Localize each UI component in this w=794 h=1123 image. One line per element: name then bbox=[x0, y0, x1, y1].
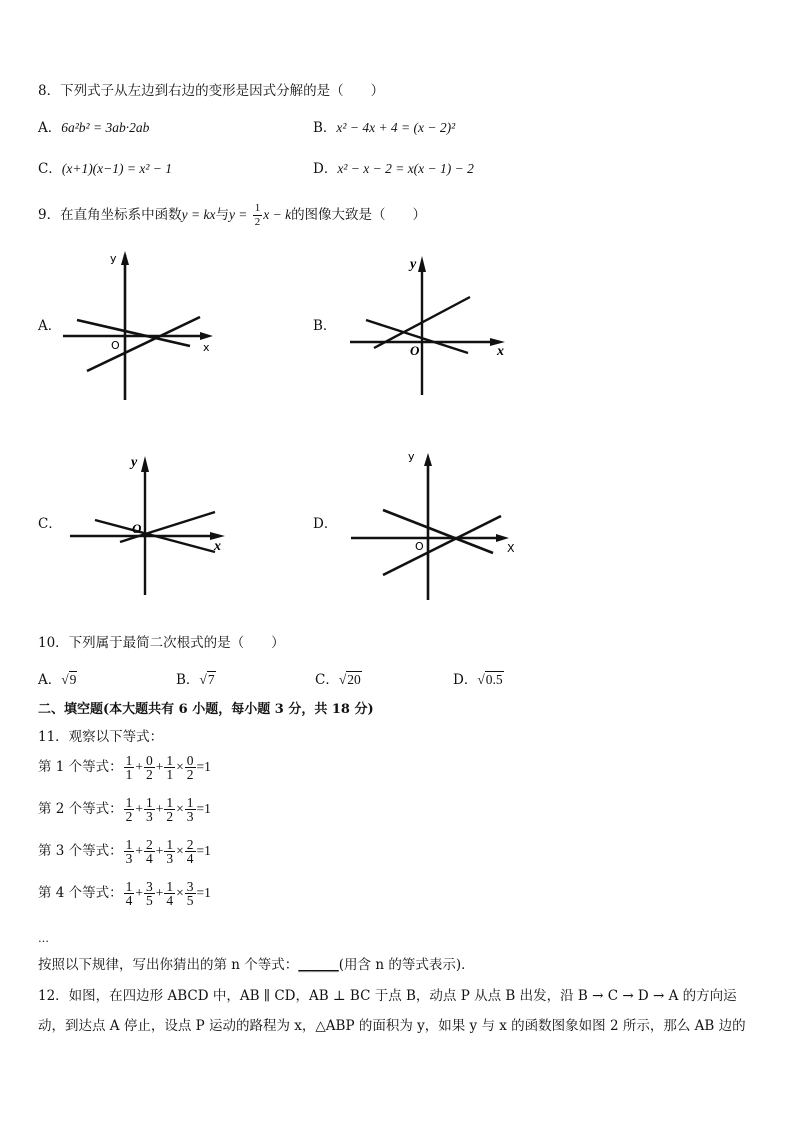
q9-option-d-label: D． bbox=[313, 516, 338, 532]
q10-b-radicand: 7 bbox=[207, 672, 215, 687]
q8-option-a bbox=[38, 119, 149, 137]
q9-mid: 与 bbox=[215, 207, 229, 223]
q11-equation-1: 第 1 个等式： $\frac{1}{1}$ + $\frac{0}{2}$ + $\frac{1}{1}$ × $\frac{0}{2}$ =1 bbox=[38, 753, 211, 782]
q9-option-c-label: C． bbox=[38, 516, 62, 532]
q11-frac-c: $\frac{1}{3}$ bbox=[166, 837, 174, 866]
q10-stem: 10．下列属于最简二次根式的是（ ） bbox=[38, 635, 285, 651]
q9-option-b-label: B． bbox=[313, 318, 337, 334]
section-2-heading: 二、填空题(本大题共有 6 小题，每小题 3 分，共 18 分) bbox=[38, 702, 374, 717]
q11-frac-d: $\frac{3}{5}$ bbox=[186, 879, 194, 908]
q8-b-label: B． bbox=[313, 120, 337, 136]
q11-ask: 按照以下规律，写出你猜出的第 n 个等式：______(用含 n 的等式表示)． bbox=[38, 957, 475, 973]
q9-c-x-label: x bbox=[214, 539, 221, 554]
q9-b-x-label: x bbox=[497, 344, 504, 359]
q10-c-radicand: 20 bbox=[347, 672, 361, 687]
q9-d-y-label: y bbox=[408, 450, 415, 463]
q8-d-expr: x² − x − 2 = x(x − 1) − 2 bbox=[337, 161, 474, 176]
q11-frac-a: $\frac{1}{1}$ bbox=[125, 753, 133, 782]
q11-frac-b: $\frac{1}{3}$ bbox=[146, 795, 153, 824]
q8-a-label: A． bbox=[38, 120, 62, 136]
q11-frac-d: $\frac{1}{3}$ bbox=[186, 795, 194, 824]
q11-frac-d: $\frac{0}{2}$ bbox=[186, 753, 194, 782]
q11-frac-c: $\frac{1}{1}$ bbox=[166, 753, 174, 782]
q10-option-d: D．√0.5 bbox=[453, 672, 503, 688]
q11-frac-b: $\frac{0}{2}$ bbox=[146, 753, 153, 782]
q11-equation-3: 第 3 个等式： $\frac{1}{3}$ + $\frac{2}{4}$ + $\frac{1}{3}$ × $\frac{2}{4}$ =1 bbox=[38, 837, 211, 866]
q8-d-label: D． bbox=[313, 161, 338, 177]
q11-answer-blank[interactable]: ______ bbox=[298, 957, 339, 973]
q9-a-x-label: x bbox=[203, 341, 210, 354]
q9-b-origin: O bbox=[410, 343, 420, 358]
q9-f2-post: x − k bbox=[263, 207, 292, 222]
q11-eq-label: 第 1 个等式： bbox=[38, 759, 123, 775]
q11-frac-b: $\frac{3}{5}$ bbox=[146, 879, 153, 908]
q11-frac-c: $\frac{1}{2}$ bbox=[166, 795, 174, 824]
q11-frac-a: $\frac{1}{3}$ bbox=[125, 837, 133, 866]
q11-frac-b: $\frac{2}{4}$ bbox=[146, 837, 153, 866]
q10-a-radicand: 9 bbox=[69, 672, 77, 687]
q9-graph-a bbox=[55, 245, 225, 410]
q8-c-expr: (x+1)(x−1) = x² − 1 bbox=[61, 161, 173, 176]
q11-frac-a: $\frac{1}{4}$ bbox=[125, 879, 133, 908]
q10-option-c: C．√20 bbox=[315, 672, 361, 688]
q8-b-expr: x² − 4x + 4 = (x − 2)² bbox=[336, 120, 456, 135]
q9-f2-fraction: $\frac{1}{2}$ bbox=[254, 202, 261, 228]
q8-c-label: C． bbox=[38, 161, 62, 177]
q12-line-2: 动，到达点 A 停止，设点 P 运动的路程为 x，△ABP 的面积为 y，如果 y 与 x 的函数图象如图 2 所示，那么 AB 边的 bbox=[38, 1018, 746, 1034]
q8-option-d bbox=[313, 160, 474, 178]
q11-equation-2: 第 2 个等式： $\frac{1}{2}$ + $\frac{1}{3}$ + $\frac{1}{2}$ × $\frac{1}{3}$ =1 bbox=[38, 795, 211, 824]
q9-c-origin: O bbox=[132, 521, 142, 536]
q8-a-expr: 6a²b² = 3ab·2ab bbox=[61, 120, 150, 135]
q9-d-x-label: X bbox=[507, 542, 515, 555]
q8-stem: 8．下列式子从左边到右边的变形是因式分解的是（ ） bbox=[38, 83, 385, 99]
q9-stem-post: 的图像大致是（ ） bbox=[291, 207, 427, 223]
q11-eq-label: 第 3 个等式： bbox=[38, 843, 123, 859]
q11-eq-label: 第 4 个等式： bbox=[38, 885, 123, 901]
q9-b-y-label: y bbox=[410, 257, 417, 272]
q11-equals-one: =1 bbox=[196, 759, 211, 774]
q11-stem: 11．观察以下等式： bbox=[38, 729, 164, 745]
q8-option-b bbox=[313, 119, 455, 137]
q9-stem bbox=[38, 200, 426, 230]
q11-equals-one: =1 bbox=[196, 801, 211, 816]
q9-graph-b bbox=[340, 250, 515, 400]
q9-a-y-label: y bbox=[110, 252, 117, 265]
q12-line-1: 12．如图，在四边形 ABCD 中，AB ∥ CD，AB ⊥ BC 于点 B，动点 P 从点 B 出发，沿 B → C → D → A 的方向运 bbox=[38, 988, 737, 1004]
q10-d-radicand: 0.5 bbox=[485, 672, 503, 687]
q9-graph-c bbox=[65, 450, 235, 600]
q10-option-b: B．√7 bbox=[176, 672, 215, 688]
q9-a-origin: O bbox=[111, 339, 120, 352]
q9-d-origin: O bbox=[415, 540, 424, 553]
q8-option-c bbox=[38, 160, 172, 178]
q9-stem-pre: 9．在直角坐标系中函数 bbox=[38, 207, 182, 223]
q9-option-a-label: A． bbox=[38, 318, 62, 334]
q9-c-y-label: y bbox=[131, 455, 138, 470]
q9-graph-d bbox=[348, 448, 528, 603]
q11-equals-one: =1 bbox=[196, 885, 211, 900]
q9-f1: y = kx bbox=[181, 207, 216, 222]
q9-f2-pre: y = bbox=[228, 207, 248, 222]
q11-equation-4: 第 4 个等式： $\frac{1}{4}$ + $\frac{3}{5}$ + $\frac{1}{4}$ × $\frac{3}{5}$ =1 bbox=[38, 879, 211, 908]
q11-eq-label: 第 2 个等式： bbox=[38, 801, 123, 817]
q11-frac-d: $\frac{2}{4}$ bbox=[186, 837, 194, 866]
q11-frac-c: $\frac{1}{4}$ bbox=[166, 879, 174, 908]
q11-equals-one: =1 bbox=[196, 843, 211, 858]
q11-ellipsis: … bbox=[38, 932, 49, 945]
q11-frac-a: $\frac{1}{2}$ bbox=[125, 795, 133, 824]
q10-option-a: A．√9 bbox=[38, 672, 77, 688]
